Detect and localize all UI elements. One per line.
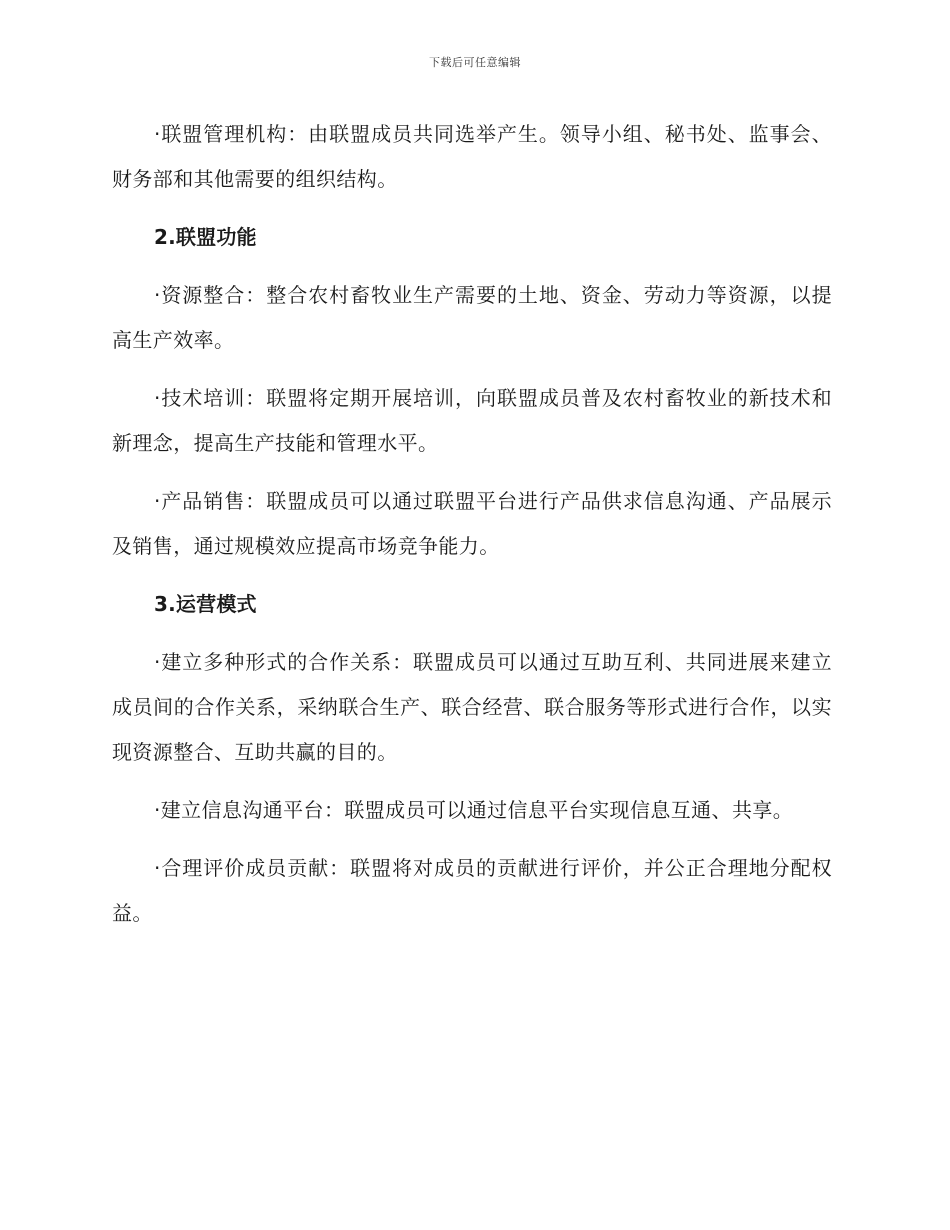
paragraph-product-sales: ·产品销售：联盟成员可以通过联盟平台进行产品供求信息沟通、产品展示及销售，通过规模效应提高市场竞争能力。	[112, 489, 832, 558]
section-heading-functions: 2.联盟功能	[154, 225, 257, 249]
section-heading-operation-mode: 3.运营模式	[154, 592, 257, 616]
paragraph-information-platform: ·建立信息沟通平台：联盟成员可以通过信息平台实现信息互通、共享。	[154, 798, 794, 822]
document-body	[112, 112, 832, 949]
paragraph-management-body: ·联盟管理机构：由联盟成员共同选举产生。领导小组、秘书处、监事会、财务部和其他需要的组织结构。	[112, 122, 832, 191]
paragraph-cooperation-relations: ·建立多种形式的合作关系：联盟成员可以通过互助互利、共同进展来建立成员间的合作关系，采纳联合生产、联合经营、联合服务等形式进行合作，以实现资源整合、互助共赢的目的。	[112, 650, 832, 764]
paragraph-member-evaluation: ·合理评价成员贡献：联盟将对成员的贡献进行评价，并公正合理地分配权益。	[112, 856, 832, 925]
paragraph-technical-training: ·技术培训：联盟将定期开展培训，向联盟成员普及农村畜牧业的新技术和新理念，提高生产技能和管理水平。	[112, 386, 832, 455]
paragraph-resource-integration: ·资源整合：整合农村畜牧业生产需要的土地、资金、劳动力等资源，以提高生产效率。	[112, 283, 832, 352]
page-header: 下载后可任意编辑	[429, 56, 521, 69]
